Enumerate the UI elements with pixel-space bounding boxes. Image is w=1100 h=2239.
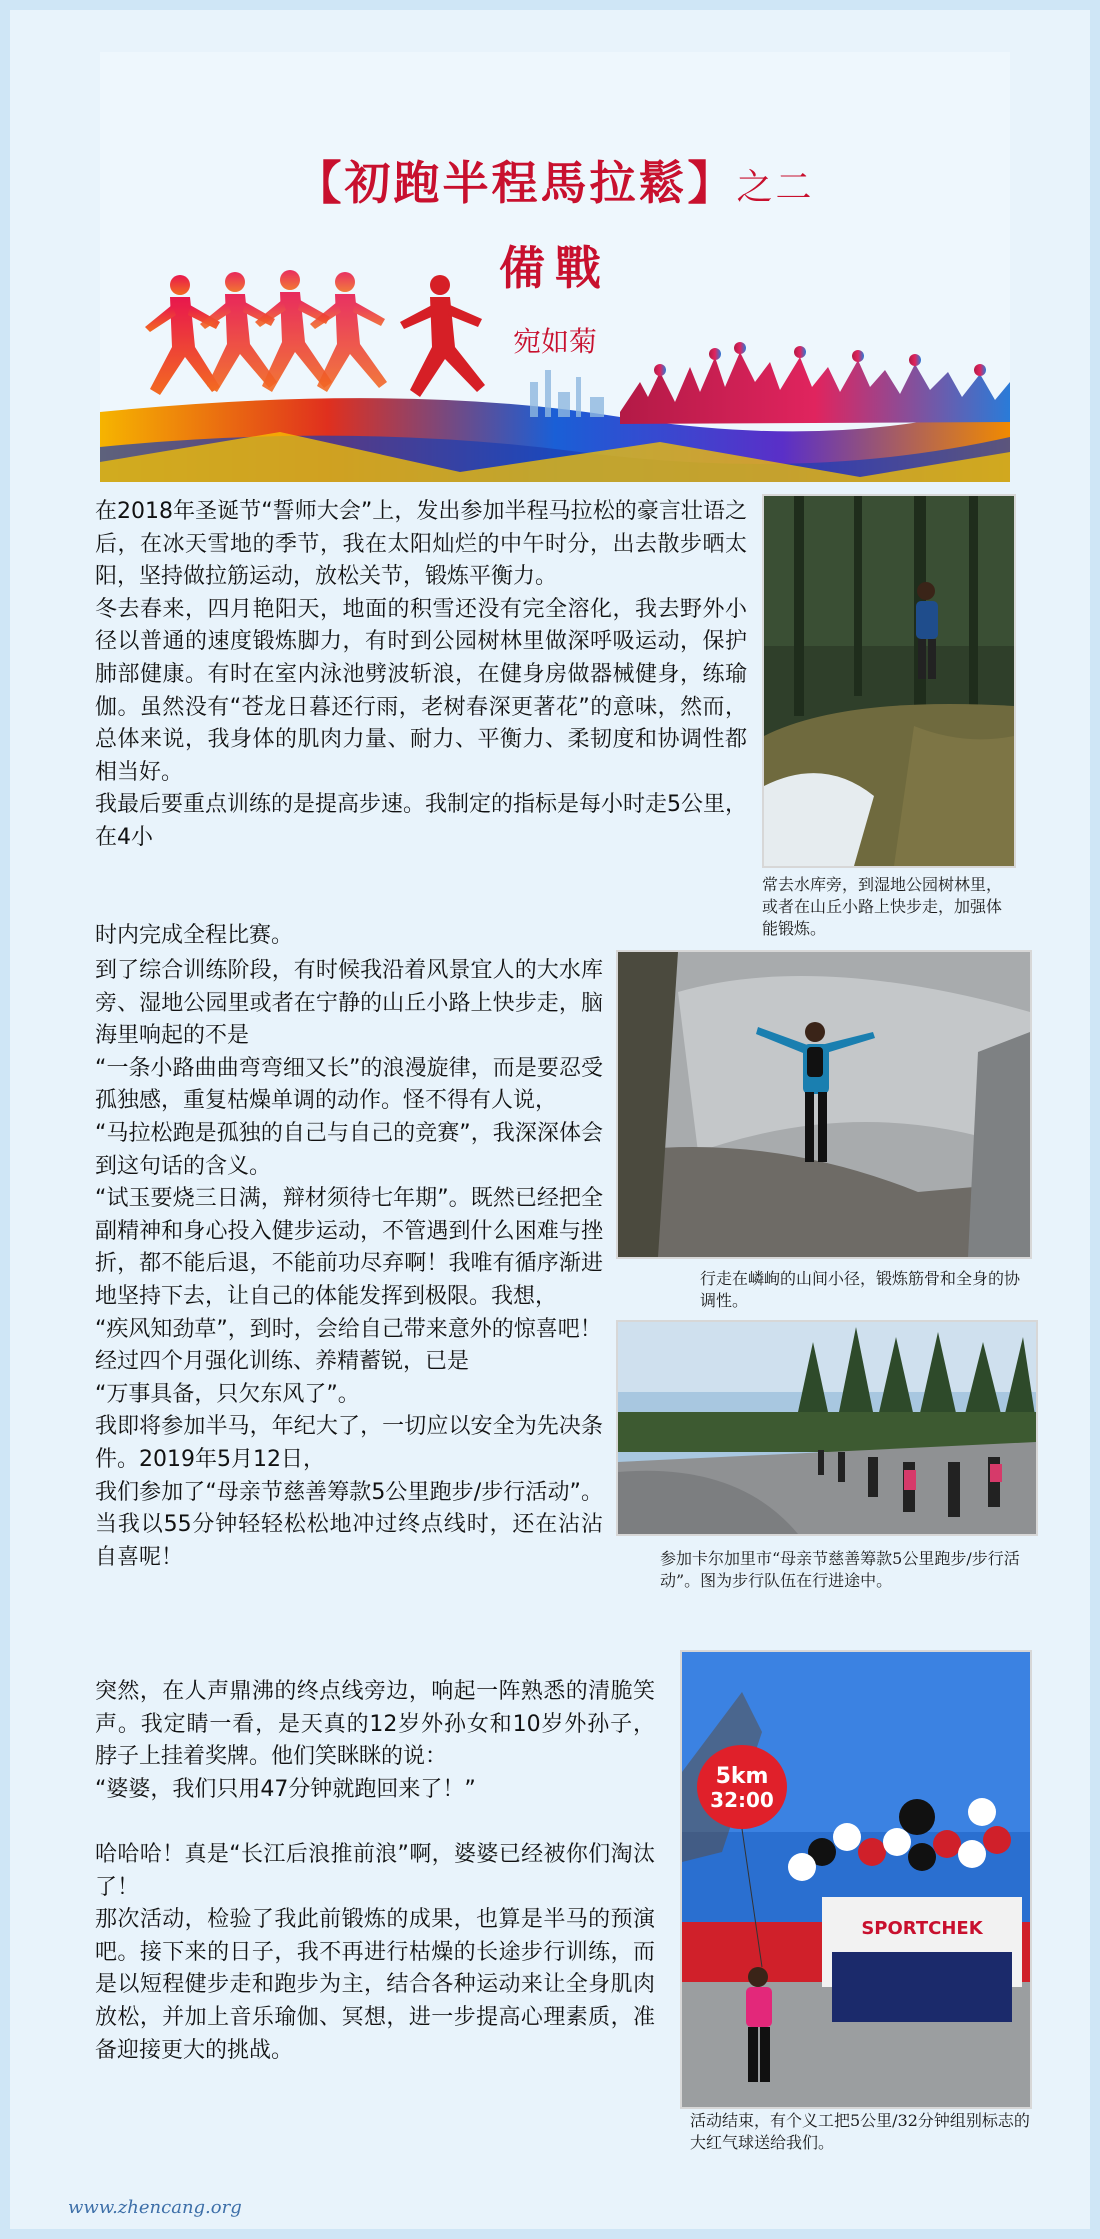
article-body-middle	[95, 955, 603, 1574]
photo-finish-line-balloon	[680, 1650, 1032, 2109]
paragraph-5: “一条小路曲曲弯弯细又长”的浪漫旋律，而是要忍受孤独感，重复枯燥单调的动作。怪不得有人说，	[95, 1055, 603, 1114]
paragraph-15: 哈哈哈！真是“长江后浪推前浪”啊，婆婆已经被你们淘汰了！	[95, 1841, 655, 1900]
paragraph-10: “万事具备，只欠东风了”。	[95, 1381, 360, 1407]
paragraph-16: 那次活动，检验了我此前锻炼的成果，也算是半马的预演吧。接下来的日子，我不再进行枯燥的长途步行训练，而是以短程健步走和跑步为主，结合各种运动来让全身肌肉放松，并加上音乐瑜伽、冥想，进一步提高心理素质，准备迎接更大的挑战。	[95, 1907, 655, 2063]
balloon-text-time: 32:00	[710, 1788, 774, 1812]
article-body-line	[95, 920, 747, 953]
paragraph-4: 到了综合训练阶段，有时候我沿着风景宜人的大水库旁、湿地公园里或者在宁静的山丘小路上快步走，脑海里响起的不是	[95, 958, 603, 1049]
paragraph-1: 在2018年圣诞节“誓师大会”上，发出参加半程马拉松的豪言壮语之后，在冰天雪地的季节，我在太阳灿烂的中午时分，出去散步晒太阳，坚持做拉筋运动，放松关节，锻炼平衡力。	[95, 499, 747, 590]
paragraph-12: 我们参加了“母亲节慈善筹款5公里跑步/步行活动”。当我以55分钟轻轻松松地冲过终点线时，还在沾沾自喜呢！	[95, 1479, 603, 1570]
paragraph-3b: 时内完成全程比赛。	[95, 923, 294, 948]
article-title: 【初跑半程馬拉鬆】之二	[295, 156, 815, 210]
paragraph-11: 我即将参加半马，年纪大了，一切应以安全为先决条件。2019年5月12日，	[95, 1414, 603, 1472]
photo-walking-event	[616, 1320, 1038, 1536]
photo-caption-4: 活动结束，有个义工把5公里/32分钟组别标志的大红气球送给我们。	[690, 2111, 1030, 2152]
paragraph-8: “疾风知劲草”，到时，会给自己带来意外的惊喜吧！	[95, 1316, 602, 1342]
article-body-top	[95, 496, 747, 855]
balloon-text-distance: 5km	[715, 1764, 769, 1789]
paragraph-7: “试玉要烧三日满，辩材须待七年期”。既然已经把全副精神和身心投入健步运动，不管遇到什么困难与挫折，都不能后退，不能前功尽弃啊！我唯有循序渐进地坚持下去，让自己的体能发挥到极限。我想，	[95, 1186, 603, 1309]
article-author: 宛如菊	[512, 325, 597, 358]
paragraph-3: 我最后要重点训练的是提高步速。我制定的指标是每小时走5公里，在4小	[95, 792, 747, 850]
photo-rocky-trail	[616, 950, 1032, 1259]
paragraph-6: “马拉松跑是孤独的自己与自己的竞赛”，我深深体会到这句话的含义。	[95, 1120, 603, 1179]
header-banner	[100, 52, 1010, 482]
paragraph-9: 经过四个月强化训练、养精蓄锐，已是	[95, 1349, 470, 1375]
page	[10, 10, 1090, 2229]
photo-caption-2: 行走在嶙峋的山间小径，锻炼筋骨和全身的协调性。	[700, 1269, 1021, 1310]
paragraph-2: 冬去春来，四月艳阳天，地面的积雪还没有完全溶化，我去野外小径以普通的速度锻炼脚力，有时到公园树林里做深呼吸运动，保护肺部健康。有时在室内泳池劈波斩浪，在健身房做器械健身，练瑜伽。虽然没有“苍龙日暮还行雨，老树春深更著花”的意味，然而，总体来说，我身体的肌肉力量、耐力、平衡力、柔韧度和协调性都相当好。	[95, 596, 747, 785]
paragraph-14: “婆婆，我们只用47分钟就跑回来了！”	[95, 1776, 476, 1802]
photo-caption-3: 参加卡尔加里市“母亲节慈善筹款5公里跑步/步行活动”。图为步行队伍在行进途中。	[660, 1549, 1020, 1590]
article-subtitle: 備戰	[499, 241, 611, 295]
photo-forest-path	[762, 494, 1016, 868]
article-body-bottom	[95, 1676, 655, 2067]
site-watermark: www.zhencang.org	[68, 2197, 242, 2218]
sportchek-banner-text: SPORTCHEK	[861, 1918, 983, 1939]
photo-caption-1: 常去水库旁，到湿地公园树林里，或者在山丘小路上快步走，加强体能锻炼。	[762, 875, 1003, 938]
paragraph-13: 突然，在人声鼎沸的终点线旁边，响起一阵熟悉的清脆笑声。我定睛一看，是天真的12岁外孙女和10岁外孙子，脖子上挂着奖牌。他们笑眯眯的说：	[95, 1679, 655, 1770]
